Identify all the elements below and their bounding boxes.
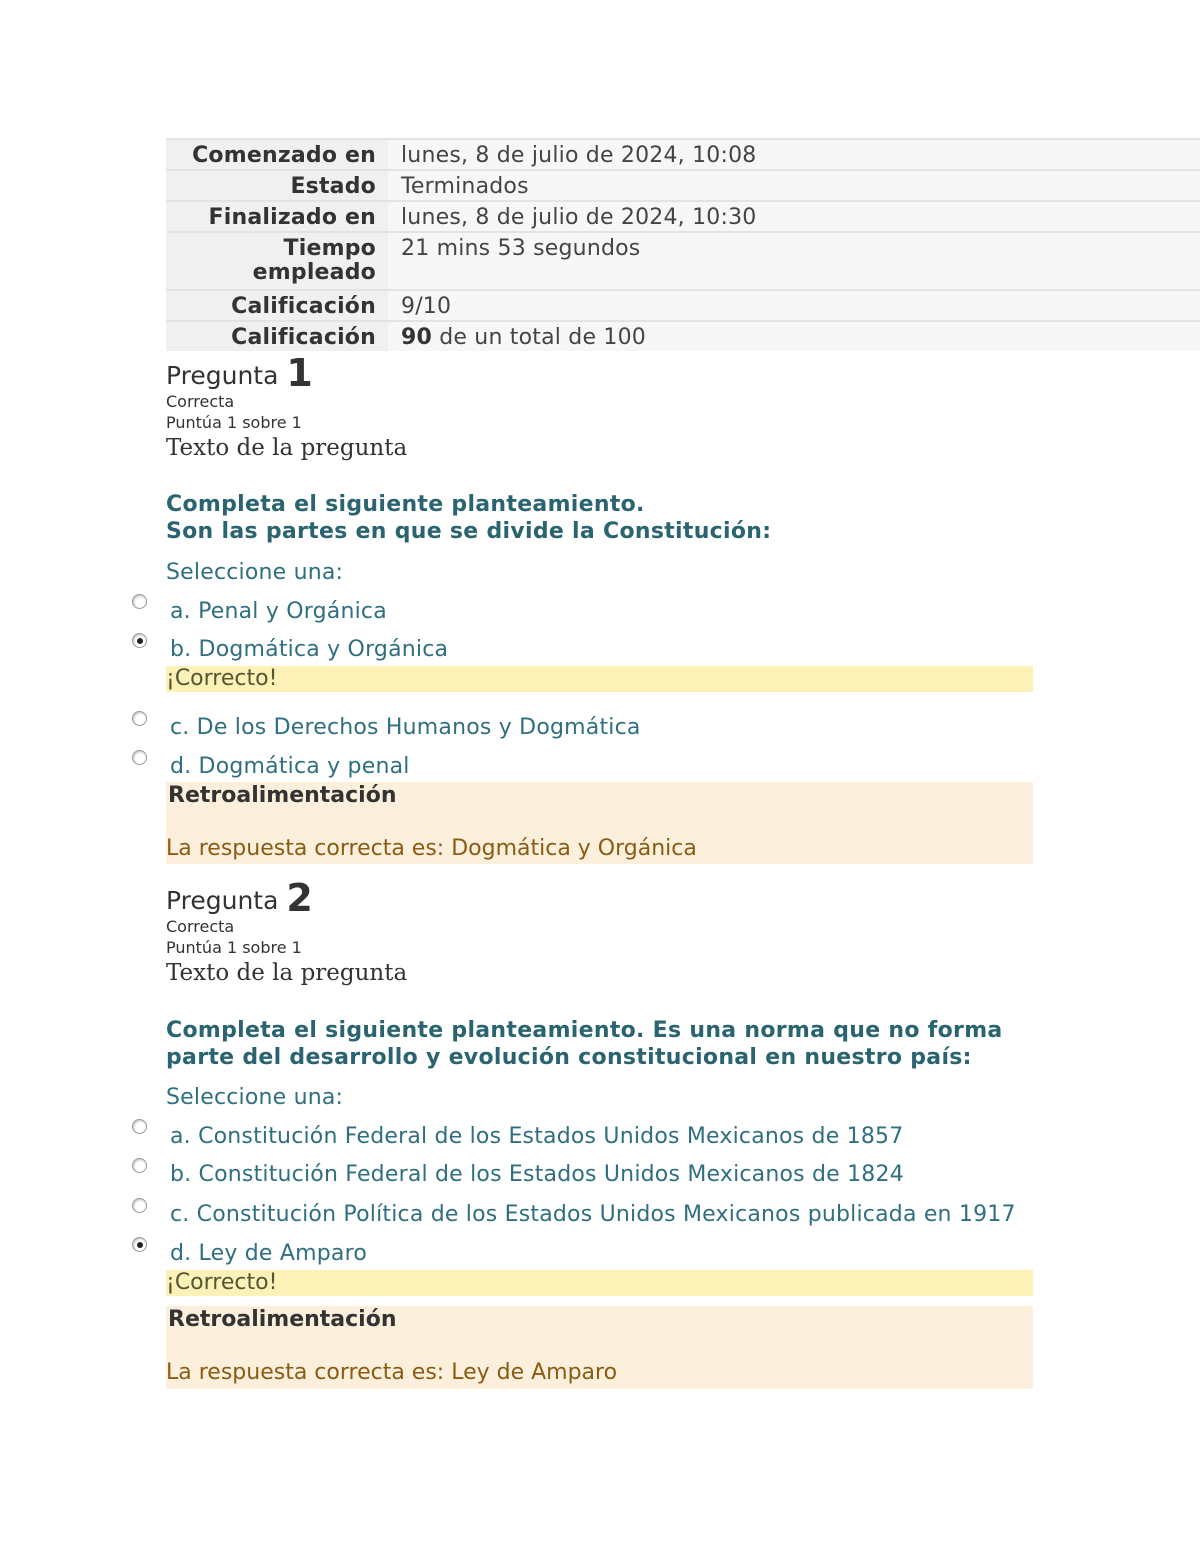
- feedback-title: Retroalimentación: [168, 1307, 397, 1332]
- summary-value: 21 mins 53 segundos: [388, 233, 1200, 289]
- radio-option-b[interactable]: [132, 1158, 147, 1173]
- question-text-label: Texto de la pregunta: [166, 960, 408, 986]
- summary-label: Calificación: [166, 291, 388, 320]
- question-2-info: [166, 876, 408, 986]
- question-number: 2: [286, 876, 313, 920]
- radio-option-d[interactable]: [132, 1237, 147, 1252]
- summary-row-state: [166, 171, 1200, 202]
- select-one-label: Seleccione una:: [166, 1085, 344, 1110]
- summary-row-started: [166, 140, 1200, 171]
- radio-option-d[interactable]: [132, 750, 147, 765]
- summary-value: lunes, 8 de julio de 2024, 10:30: [388, 202, 1200, 231]
- radio-option-b[interactable]: [132, 633, 147, 648]
- question-state: Correcta: [166, 917, 235, 936]
- prompt-line: Completa el siguiente planteamiento. Es una norma que no forma: [166, 1018, 1003, 1043]
- option-c-label[interactable]: c. Constitución Política de los Estados Unidos Mexicanos publicada en 1917: [170, 1202, 1016, 1227]
- summary-row-grade: [166, 322, 1200, 351]
- question-1-prompt: [166, 491, 1036, 545]
- feedback-text: La respuesta correcta es: Ley de Amparo: [166, 1360, 618, 1385]
- grade-total: de un total de 100: [432, 325, 646, 350]
- question-1-info: [166, 351, 408, 461]
- summary-label: Calificación: [166, 322, 388, 351]
- summary-label: Comenzado en: [166, 140, 388, 169]
- option-c-label[interactable]: c. De los Derechos Humanos y Dogmática: [170, 715, 641, 740]
- feedback-title: Retroalimentación: [168, 783, 397, 808]
- option-a-label[interactable]: a. Constitución Federal de los Estados Unidos Mexicanos de 1857: [170, 1124, 904, 1149]
- prompt-line: Son las partes en que se divide la Constitución:: [166, 519, 772, 544]
- summary-row-finished: [166, 202, 1200, 233]
- question-title: [166, 876, 407, 920]
- question-grade: Puntúa 1 sobre 1: [166, 413, 302, 432]
- summary-value: Terminados: [388, 171, 1200, 200]
- option-b-label[interactable]: b. Dogmática y Orgánica: [170, 637, 449, 662]
- attempt-summary-table: [166, 138, 1200, 351]
- summary-value: 9/10: [388, 291, 1200, 320]
- correct-feedback-bar: [166, 1270, 1033, 1296]
- grade-value: 90: [401, 325, 433, 350]
- feedback-text: La respuesta correcta es: Dogmática y Orgánica: [166, 836, 697, 861]
- question-word: Pregunta: [166, 886, 279, 915]
- prompt-line: parte del desarrollo y evolución constitucional en nuestro país:: [166, 1045, 972, 1070]
- question-1-feedback: [166, 782, 1033, 864]
- question-state: Correcta: [166, 392, 235, 411]
- summary-label: Finalizado en: [166, 202, 388, 231]
- question-2-feedback: [166, 1306, 1033, 1389]
- summary-label: Tiempo empleado: [166, 233, 388, 289]
- summary-row-marks: [166, 291, 1200, 322]
- summary-value: lunes, 8 de julio de 2024, 10:08: [388, 140, 1200, 169]
- question-2-prompt: [166, 1017, 1036, 1071]
- correct-feedback-bar: [166, 666, 1033, 692]
- summary-value: [388, 322, 1200, 351]
- radio-option-a[interactable]: [132, 1119, 147, 1134]
- select-one-label: Seleccione una:: [166, 560, 344, 585]
- prompt-line: Completa el siguiente planteamiento.: [166, 492, 645, 517]
- radio-option-c[interactable]: [132, 1198, 147, 1213]
- option-d-label[interactable]: d. Dogmática y penal: [170, 754, 410, 779]
- option-b-label[interactable]: b. Constitución Federal de los Estados Unidos Mexicanos de 1824: [170, 1162, 904, 1187]
- summary-row-time-taken: [166, 233, 1200, 291]
- correct-message: ¡Correcto!: [166, 1270, 278, 1295]
- option-d-label[interactable]: d. Ley de Amparo: [170, 1241, 368, 1266]
- question-number: 1: [286, 351, 313, 395]
- summary-label: Estado: [166, 171, 388, 200]
- question-grade: Puntúa 1 sobre 1: [166, 938, 302, 957]
- radio-option-a[interactable]: [132, 594, 147, 609]
- correct-message: ¡Correcto!: [166, 666, 278, 691]
- question-title: [166, 351, 407, 395]
- question-word: Pregunta: [166, 361, 279, 390]
- question-text-label: Texto de la pregunta: [166, 435, 408, 461]
- option-a-label[interactable]: a. Penal y Orgánica: [170, 599, 387, 624]
- radio-option-c[interactable]: [132, 711, 147, 726]
